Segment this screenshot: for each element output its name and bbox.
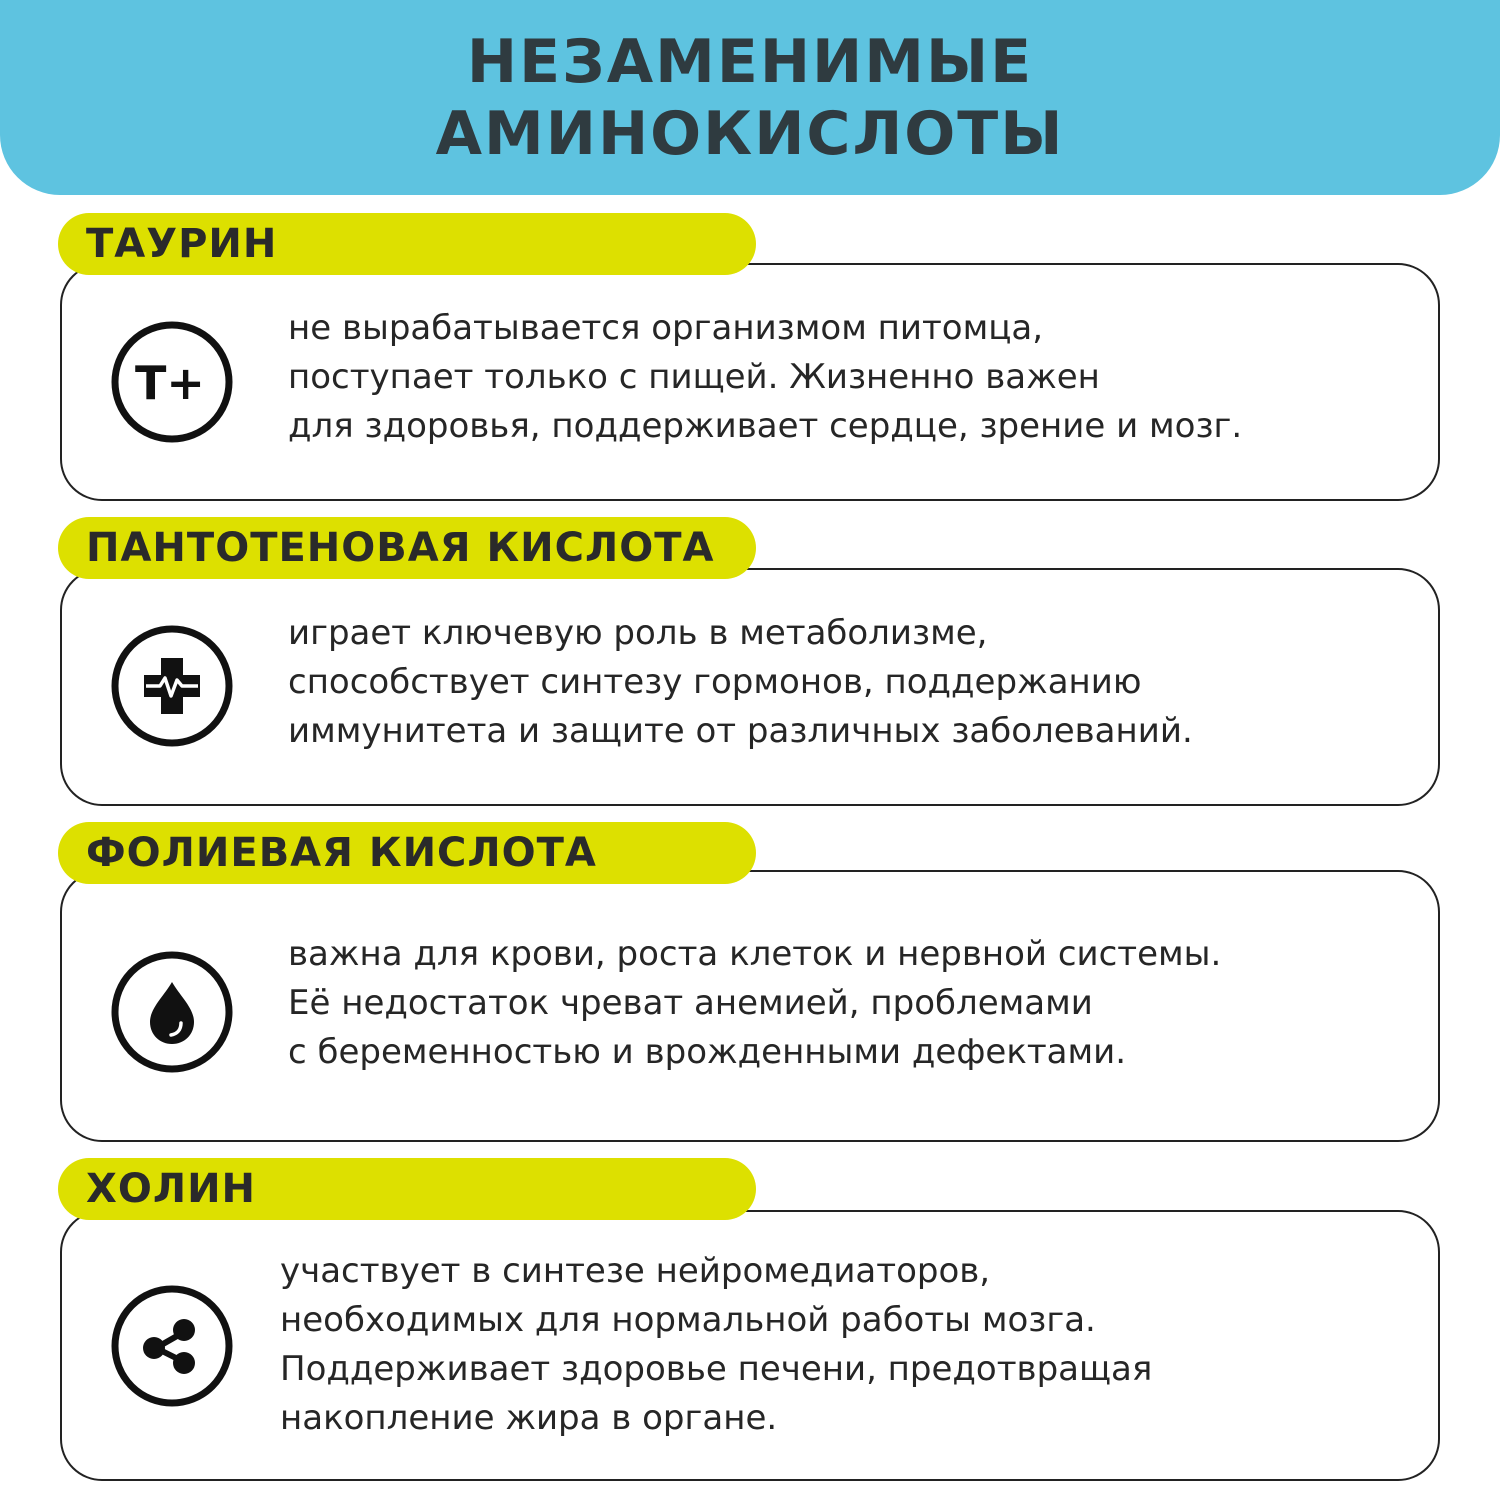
folic-title: ФОЛИЕВАЯ КИСЛОТА: [58, 822, 756, 884]
pantothenic-line-3: иммунитета и защите от различных заболеваний.: [288, 711, 1193, 751]
pantothenic-line-2: способствует синтезу гормонов, поддержанию: [288, 662, 1142, 702]
choline-title: ХОЛИН: [58, 1158, 756, 1220]
choline-line-2: необходимых для нормальной работы мозга.: [280, 1300, 1096, 1340]
taurine-t-plus-icon: [110, 320, 234, 444]
choline-line-1: участвует в синтезе нейромедиаторов,: [280, 1251, 991, 1291]
page-title-line-1: НЕЗАМЕНИМЫЕ: [466, 26, 1034, 97]
folic-line-2: Её недостаток чреват анемией, проблемами: [288, 983, 1093, 1023]
share-nodes-icon: [110, 1284, 234, 1408]
taurine-icon-text: T+: [135, 356, 205, 410]
folic-description: [288, 930, 1418, 1077]
taurine-title: ТАУРИН: [58, 213, 756, 275]
blood-drop-icon: [110, 950, 234, 1074]
taurine-line-3: для здоровья, поддерживает сердце, зрение и мозг.: [288, 406, 1243, 446]
pantothenic-title: ПАНТОТЕНОВАЯ КИСЛОТА: [58, 517, 756, 579]
folic-line-3: с беременностью и врожденными дефектами.: [288, 1032, 1127, 1072]
choline-description: [280, 1247, 1410, 1443]
page-title-line-2: АМИНОКИСЛОТЫ: [435, 98, 1065, 169]
pantothenic-line-1: играет ключевую роль в метаболизме,: [288, 613, 988, 653]
pantothenic-description: [288, 609, 1418, 756]
header-banner: [0, 0, 1500, 195]
taurine-line-2: поступает только с пищей. Жизненно важен: [288, 357, 1100, 397]
folic-line-1: важна для крови, роста клеток и нервной системы.: [288, 934, 1222, 974]
taurine-description: [288, 304, 1418, 451]
medical-cross-pulse-icon: [110, 624, 234, 748]
taurine-line-1: не вырабатывается организмом питомца,: [288, 308, 1044, 348]
choline-line-3: Поддерживает здоровье печени, предотвращая: [280, 1349, 1153, 1389]
choline-line-4: накопление жира в органе.: [280, 1398, 778, 1438]
